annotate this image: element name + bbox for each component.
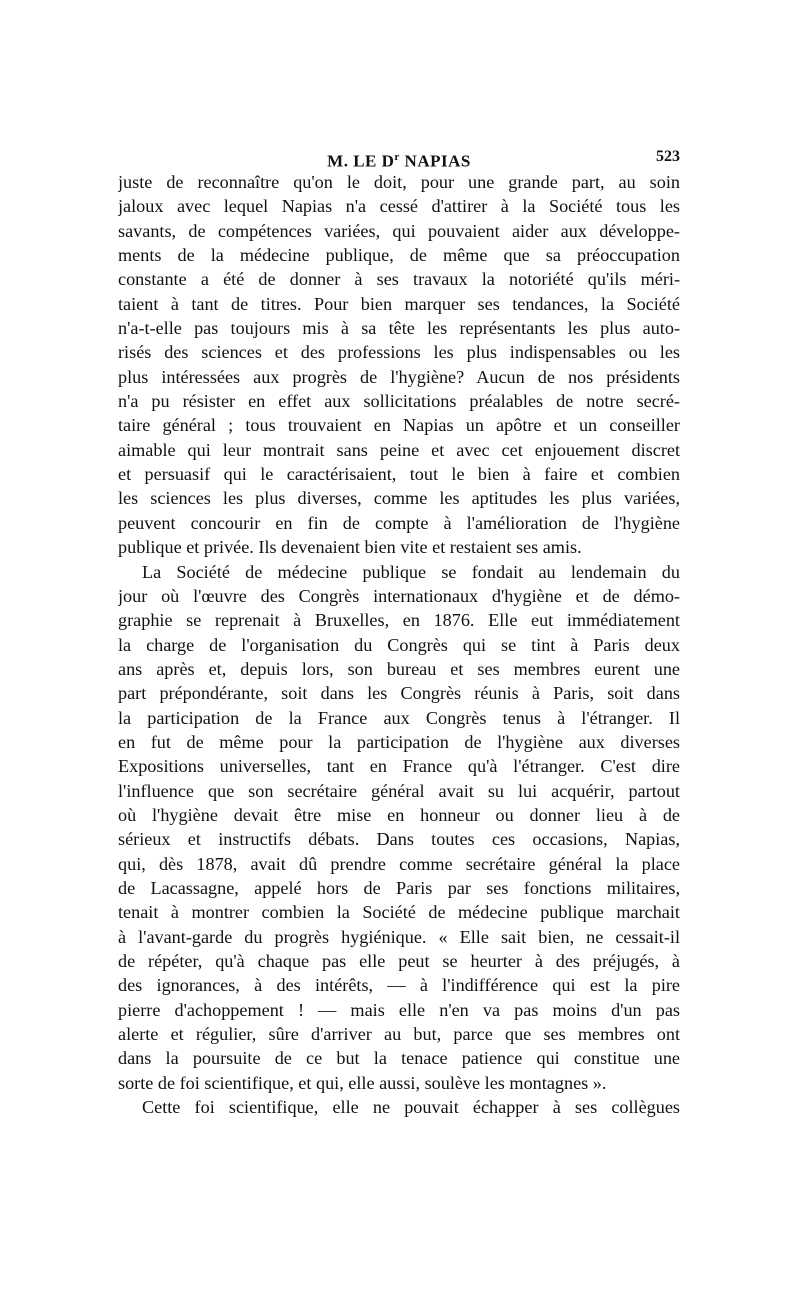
text-line: savants, de compétences variées, qui pouvaient aider aux développe- bbox=[118, 220, 680, 241]
text-line: constante a été de donner à ses travaux la notoriété qu'ils méri- bbox=[118, 269, 680, 290]
text-line: l'influence que son secrétaire général avait su lui acquérir, partout bbox=[118, 780, 680, 801]
text-line: risés des sciences et des professions les plus indispensables ou les bbox=[118, 342, 680, 363]
text-line: plus intéressées aux progrès de l'hygiène? Aucun de nos présidents bbox=[118, 366, 680, 387]
page-number: 523 bbox=[656, 148, 680, 165]
text-line: graphie se reprenait à Bruxelles, en 1876. Elle eut immédiatement bbox=[118, 610, 680, 631]
text-line: pierre d'achoppement ! — mais elle n'en va pas moins d'un pas bbox=[118, 999, 680, 1020]
text-line: qui, dès 1878, avait dû prendre comme secrétaire général la place bbox=[118, 853, 680, 874]
text-line: de répéter, qu'à chaque pas elle peut se heurter à des préjugés, à bbox=[118, 951, 680, 971]
text-line: alerte et régulier, sûre d'arriver au but, parce que ses membres ont bbox=[118, 1024, 680, 1045]
text-line: la participation de la France aux Congrès tenus à l'étranger. Il bbox=[118, 707, 680, 728]
text-line: juste de reconnaître qu'on le doit, pour une grande part, au soin bbox=[118, 172, 680, 192]
text-line: jour où l'œuvre des Congrès internationaux d'hygiène et de démo- bbox=[118, 585, 680, 606]
text-line: jaloux avec lequel Napias n'a cessé d'attirer à la Société tous les bbox=[118, 196, 680, 217]
text-line: tenait à montrer combien la Société de médecine publique marchait bbox=[118, 902, 680, 923]
text-line: Expositions universelles, tant en France qu'à l'étranger. C'est dire bbox=[118, 756, 680, 777]
running-title-end: NAPIAS bbox=[399, 151, 471, 171]
text-line: part prépondérante, soit dans les Congrès réunis à Paris, soit dans bbox=[118, 683, 680, 704]
text-line: La Société de médecine publique se fondait au lendemain du bbox=[142, 561, 680, 582]
text-line: n'a-t-elle pas toujours mis à sa tête les représentants les plus auto- bbox=[118, 318, 680, 339]
text-line: sorte de foi scientifique, et qui, elle aussi, soulève les montagnes ». bbox=[118, 1072, 607, 1093]
text-line: la charge de l'organisation du Congrès qui se tint à Paris deux bbox=[118, 634, 680, 655]
text-line: sérieux et instructifs débats. Dans toutes ces occasions, Napias, bbox=[118, 829, 680, 850]
text-line: où l'hygiène devait être mise en honneur ou donner lieu à de bbox=[118, 804, 680, 825]
text-line: peuvent concourir en fin de compte à l'amélioration de l'hygiène bbox=[118, 512, 680, 533]
text-line: à l'avant-garde du progrès hygiénique. « Elle sait bien, ne cessait-il bbox=[118, 926, 680, 947]
text-line: taire général ; tous trouvaient en Napias un apôtre et un conseiller bbox=[118, 415, 680, 436]
body-text bbox=[118, 170, 680, 1119]
page-header bbox=[118, 145, 680, 169]
text-line: aimable qui leur montrait sans peine et avec cet enjouement discret bbox=[118, 439, 680, 460]
text-line: et persuasif qui le caractérisaient, tout le bien à faire et combien bbox=[118, 464, 680, 485]
text-line: taient à tant de titres. Pour bien marquer ses tendances, la Société bbox=[118, 293, 680, 314]
text-line: les sciences les plus diverses, comme les aptitudes les plus variées, bbox=[118, 488, 680, 509]
text-line: en fut de même pour la participation de l'hygiène aux diverses bbox=[118, 731, 680, 752]
running-title-main: M. LE D bbox=[327, 151, 395, 171]
text-line: n'a pu résister en effet aux sollicitations préalables de notre secré- bbox=[118, 391, 680, 412]
text-line: ments de la médecine publique, de même que sa préoccupation bbox=[118, 245, 680, 266]
text-line: publique et privée. Ils devenaient bien vite et restaient ses amis. bbox=[118, 537, 582, 558]
text-line: des ignorances, à des intérêts, — à l'indifférence qui est la pire bbox=[118, 975, 680, 996]
text-line: de Lacassagne, appelé hors de Paris par ses fonctions militaires, bbox=[118, 877, 680, 898]
text-line: dans la poursuite de ce but la tenace patience qui constitue une bbox=[118, 1048, 680, 1069]
running-title-superscript: r bbox=[394, 151, 400, 163]
text-line: Cette foi scientifique, elle ne pouvait échapper à ses collègues bbox=[142, 1097, 680, 1118]
text-line: ans après et, depuis lors, son bureau et ses membres eurent une bbox=[118, 658, 680, 679]
